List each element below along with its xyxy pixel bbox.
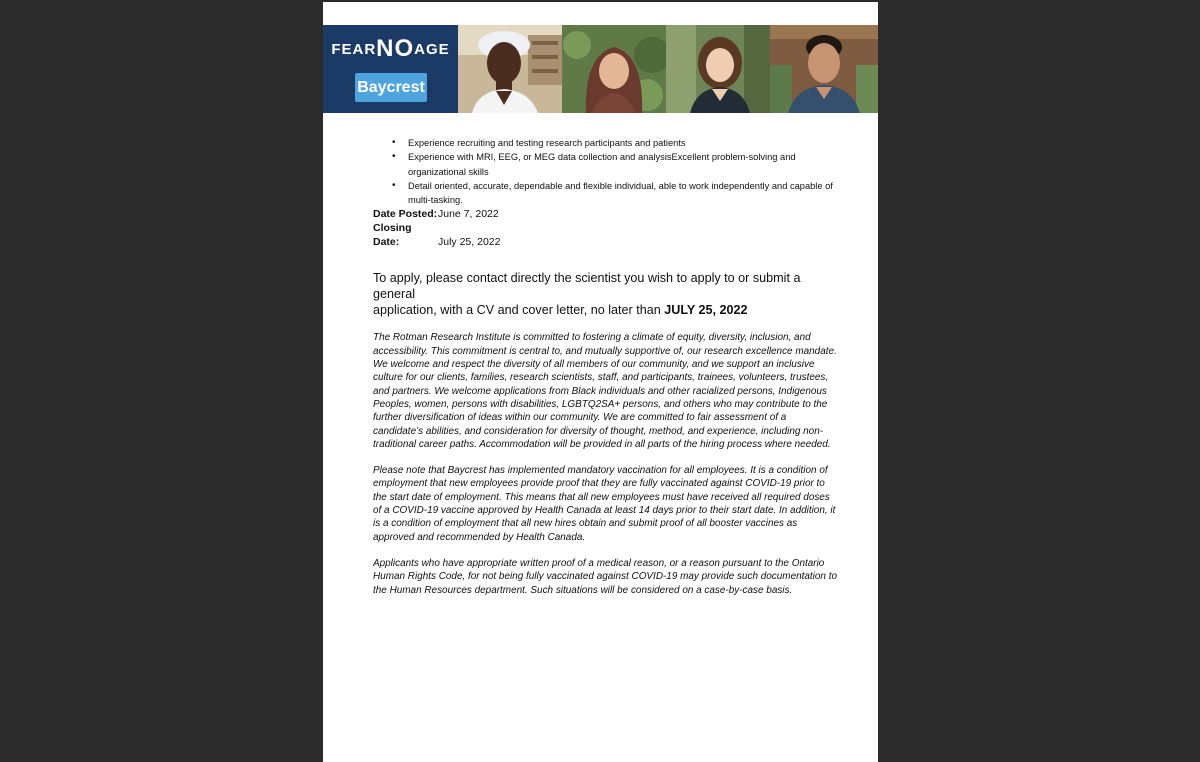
application-deadline: JULY 25, 2022 [664,303,748,318]
equity-statement: The Rotman Research Institute is committed to fostering a climate of equity, diversity, inclusion, and accessibility. This commitment is central to, and mutually supportive of, our research excellence mandate. We welcome and respect the diversity of all members of our community, and we support an inclusive culture for our clients, families, research scientists, staff, and participants, trainees, volunteers, trustees, and partners. We welcome applications from Black individuals and other racialized persons, Indigenous Peoples, women, persons with disabilities, LGBTQ2SA+ persons, and others who may contribute to the further diversification of ideas within our community. We are committed to fair assessment of a candidate’s abilities, and consideration for diversity of thought, method, and experience, including non- traditional career paths. Accommodation will be provided in all parts of the hiring process where needed. [373,332,837,450]
list-item: • Experience recruiting and testing research participants and patients [408,136,843,150]
posting-content [373,136,843,597]
vaccination-policy: Please note that Baycrest has implemented mandatory vaccination for all employees. It is a condition of employment that new employees provide proof that they are fully vaccinated against COVID-19 prior to the start date of employment. This means that all new employees must have received all required doses of a COVID-19 vaccine approved by Health Canada at least 14 days prior to their start date. In addition, it is a condition of employment that all new hires obtain and submit proof of all booster vaccines as approved and recommended by Health Canada. [373,465,836,543]
photo-man [770,25,878,113]
header-banner [323,25,878,113]
fear-no-age-logo: FEARNOAGE [331,35,450,62]
list-item: • Experience with MRI, EEG, or MEG data collection and analysisExcellent problem-solving and organizational skills [392,151,796,177]
brand-panel [323,25,458,113]
date-posted-label: Date Posted: [373,208,438,221]
closing-date-label: Closing Date: [373,222,412,249]
closing-date-value: July 25, 2022 [438,236,501,249]
photo-woman-researcher [666,25,770,113]
bullet-icon: • [392,151,396,163]
qualifications-list [373,136,843,207]
bullet-icon: • [392,179,396,191]
apply-instructions: To apply, please contact directly the scientist you wish to apply to or submit a general application, with a CV and cover letter, no later than JULY 25, 2022 [373,271,801,318]
baycrest-logo: Baycrest [355,73,427,102]
bullet-icon: • [392,137,396,148]
list-item: • Detail oriented, accurate, dependable and flexible individual, able to work independently and capable of multi-tasking. [392,179,833,206]
exemption-note: Applicants who have appropriate written proof of a medical reason, or a reason pursuant to the Ontario Human Rights Code, for not being fully vaccinated against COVID-19 may provide such documentation to the Human Resources department. Such situations will be considered on a case-by-case basis. [373,557,837,596]
closing-date-row [373,221,843,249]
photo-lab-worker [458,25,562,113]
document-page [323,2,878,762]
date-posted-value: June 7, 2022 [438,208,499,221]
posting-dates [373,207,843,249]
date-posted-row [373,207,843,221]
photo-woman-hijab [562,25,666,113]
